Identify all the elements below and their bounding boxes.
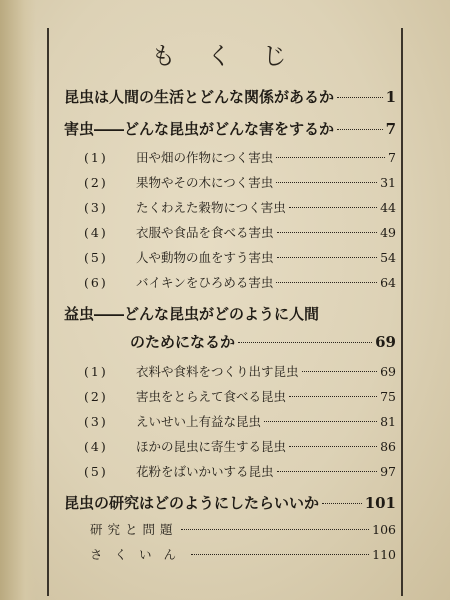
dot-leader <box>181 529 370 530</box>
dot-leader <box>264 421 377 422</box>
toc-entry-insects-and-life <box>64 86 396 107</box>
toc-entry-page: 44 <box>380 200 396 215</box>
dot-leader <box>322 503 362 504</box>
toc-entry-text: 田や畑の作物につく害虫 <box>136 150 274 165</box>
toc-entry-page: 49 <box>380 225 396 240</box>
page-title: も く じ <box>151 42 299 70</box>
frame-rule-left <box>47 28 49 596</box>
toc-subentry-number: (6) <box>84 275 108 290</box>
toc-entry-text: 益虫――どんな昆虫がどのように人間 <box>64 305 320 323</box>
toc-entry-page: 69 <box>375 333 396 351</box>
toc-entry-research <box>64 492 396 513</box>
page-spine-shadow <box>0 0 36 600</box>
toc-entry-text: えいせい上有益な昆虫 <box>136 414 262 429</box>
toc-subentry <box>84 223 396 241</box>
dot-leader <box>277 257 378 258</box>
toc-entry-text: さくいん <box>90 547 189 562</box>
toc-entry-page: 69 <box>380 364 396 379</box>
toc-entry-page: 101 <box>364 494 396 512</box>
dot-leader <box>337 97 383 98</box>
dot-leader <box>302 371 378 372</box>
toc-entry-text: 花粉をばいかいする昆虫 <box>136 464 274 479</box>
toc-entry-page: 110 <box>372 547 396 562</box>
toc-entry-harmful-insects <box>64 118 396 139</box>
dot-leader <box>337 129 383 130</box>
toc-entry-text: 研究と問題 <box>90 522 178 537</box>
toc-subentry-number: (5) <box>84 464 108 479</box>
toc-subentry-number: (3) <box>84 200 108 215</box>
toc-subentry <box>84 412 396 430</box>
dot-leader <box>276 182 377 183</box>
toc-entry-text: 害虫をとらえて食べる昆虫 <box>136 389 287 404</box>
toc-entry-index <box>90 545 396 563</box>
dot-leader <box>277 232 378 233</box>
toc-entry-page: 86 <box>380 439 396 454</box>
toc-entry-text: 害虫――どんな昆虫がどんな害をするか <box>64 120 335 138</box>
toc-subentry-number: (4) <box>84 439 108 454</box>
toc-entry-text: 人や動物の血をすう害虫 <box>136 250 274 265</box>
dot-leader <box>238 342 372 343</box>
toc-subentry-number: (2) <box>84 175 108 190</box>
toc-entry-text: ほかの昆虫に寄生する昆虫 <box>136 439 287 454</box>
toc-entry-page: 64 <box>380 275 396 290</box>
toc-subentry-number: (3) <box>84 414 108 429</box>
toc-entry-beneficial-insects-cont <box>130 331 396 352</box>
dot-leader <box>277 471 378 472</box>
toc-entry-page: 106 <box>372 522 396 537</box>
dot-leader <box>191 554 369 555</box>
toc-subentry <box>84 273 396 291</box>
dot-leader <box>289 396 377 397</box>
frame-rule-right <box>401 28 403 596</box>
dot-leader <box>276 282 377 283</box>
toc-entry-research-problems <box>90 520 396 538</box>
toc-entry-text: たくわえた穀物につく害虫 <box>136 200 286 215</box>
toc-entry-page: 97 <box>380 464 396 479</box>
toc-entry-beneficial-insects <box>64 303 319 324</box>
toc-entry-page: 54 <box>380 250 396 265</box>
toc-entry-page: 1 <box>385 88 396 106</box>
toc-entry-text: 果物やその木につく害虫 <box>136 175 274 190</box>
toc-subentry <box>84 362 396 380</box>
toc-entry-page: 75 <box>380 389 396 404</box>
toc-subentry-number: (5) <box>84 250 108 265</box>
toc-entry-text: 昆虫は人間の生活とどんな関係があるか <box>64 88 335 106</box>
dot-leader <box>276 157 385 158</box>
dot-leader <box>289 207 377 208</box>
toc-entry-page: 81 <box>380 414 396 429</box>
toc-entry-text: 衣服や食品を食べる害虫 <box>136 225 274 240</box>
toc-subentry-number: (1) <box>84 364 108 379</box>
toc-subentry <box>84 173 396 191</box>
toc-entry-text-continued: のためになるか <box>130 333 236 351</box>
toc-subentry-number: (2) <box>84 389 108 404</box>
toc-entry-text: 衣料や食料をつくり出す昆虫 <box>136 364 299 379</box>
toc-entry-page: 7 <box>388 150 396 165</box>
toc-subentry <box>84 462 396 480</box>
toc-subentry-number: (4) <box>84 225 108 240</box>
toc-subentry <box>84 198 396 216</box>
toc-subentry-number: (1) <box>84 150 108 165</box>
toc-subentry <box>84 437 396 455</box>
dot-leader <box>289 446 377 447</box>
toc-subentry <box>84 148 396 166</box>
toc-entry-page: 7 <box>385 120 396 138</box>
toc-entry-text: バイキンをひろめる害虫 <box>136 275 274 290</box>
toc-entry-text: 昆虫の研究はどのようにしたらいいか <box>64 494 320 512</box>
toc-entry-page: 31 <box>380 175 396 190</box>
toc-subentry <box>84 387 396 405</box>
toc-subentry <box>84 248 396 266</box>
